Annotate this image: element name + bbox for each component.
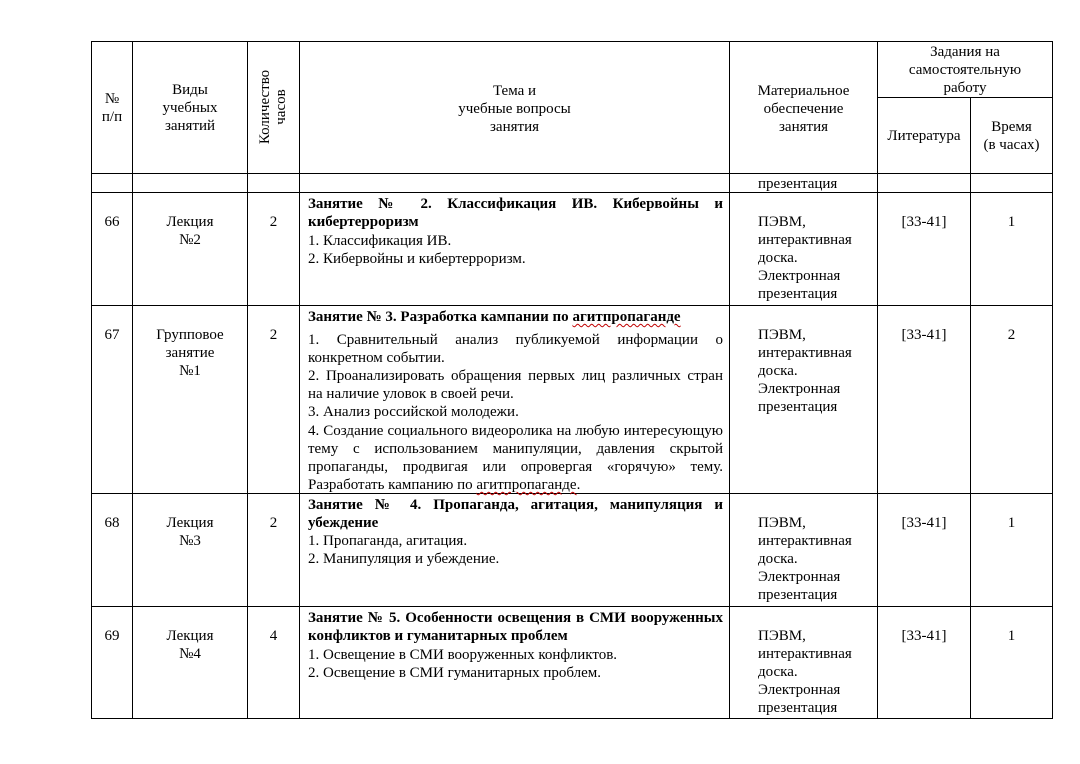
row-67-hours: 2 <box>269 327 278 343</box>
col-border <box>132 41 133 719</box>
row-66-item: 1. Классификация ИВ. <box>308 233 452 249</box>
header-hours <box>257 57 289 157</box>
row-border <box>91 606 1053 607</box>
header-bottom-border <box>91 173 1053 174</box>
header-topic: Тема и учебные вопросы занятия <box>458 83 571 135</box>
col-border <box>729 41 730 719</box>
row-69-item: 2. Освещение в СМИ гуманитарных проблем. <box>308 665 602 681</box>
row-66-item: 2. Кибервойны и кибертерроризм. <box>308 251 526 267</box>
row-68-hours: 2 <box>269 515 278 531</box>
row-67-item: 3. Анализ российской молодежи. <box>308 404 519 420</box>
row-69-time: 1 <box>1007 628 1016 644</box>
table-border-bottom <box>91 718 1053 719</box>
row-69-kind: Лекция №4 <box>166 628 214 662</box>
col-border <box>91 41 92 719</box>
row-67-time: 2 <box>1007 327 1016 343</box>
row-69-num: 69 <box>104 628 120 644</box>
table-border-top <box>91 41 1053 42</box>
row-69-hours: 4 <box>269 628 278 644</box>
row-69-title-text: Занятие № 5. Особенности освещения в СМИ вооруженных конфликтов и гуманитарных проблем <box>308 610 723 644</box>
col-border <box>247 41 248 719</box>
row-66-hours: 2 <box>269 214 278 230</box>
row-68-literature: [33-41] <box>901 515 947 531</box>
header-time: Время (в часах) <box>983 119 1040 153</box>
row-69-literature: [33-41] <box>901 628 947 644</box>
row-border <box>91 192 1053 193</box>
row-68-item: 1. Пропаганда, агитация. <box>308 533 468 549</box>
row-68-kind: Лекция №3 <box>166 515 214 549</box>
header-hours-text: Количество часов <box>257 69 289 145</box>
row-66-literature: [33-41] <box>901 214 947 230</box>
header-literature: Литература <box>887 128 961 144</box>
row-67-item: 2. Проанализировать обращения первых лиц различных стран на наличие уловок в своей речи. <box>308 368 723 402</box>
header-kind: Виды учебных занятий <box>162 82 218 134</box>
row-69-material: ПЭВМ, интерактивная доска. Электронная презентация <box>758 628 852 716</box>
row-66-time: 1 <box>1007 214 1016 230</box>
row-67-item: 1. Сравнительный анализ публикуемой информации о конкретном событии. <box>308 332 723 366</box>
row-68-item: 2. Манипуляция и убеждение. <box>308 551 500 567</box>
row-66-kind: Лекция №2 <box>166 214 214 248</box>
row-68-title <box>308 496 723 532</box>
row-69-item: 1. Освещение в СМИ вооруженных конфликтов. <box>308 647 618 663</box>
header-material: Материальное обеспечение занятия <box>757 83 850 135</box>
row-67-kind: Групповое занятие №1 <box>156 327 224 379</box>
row-68-title-text: Занятие № 4. Пропаганда, агитация, манипуляция и убеждение <box>308 497 723 531</box>
row-69-title <box>308 609 723 645</box>
row-66-title <box>308 195 723 231</box>
row-68-num: 68 <box>104 515 120 531</box>
header-num: № п/п <box>101 91 123 125</box>
row-66-material: ПЭВМ, интерактивная доска. Электронная презентация <box>758 214 852 302</box>
spellcheck-flagged-word: агитпропаганде <box>572 309 681 325</box>
row-border <box>91 305 1053 306</box>
row-67-material: ПЭВМ, интерактивная доска. Электронная презентация <box>758 327 852 415</box>
row-67-literature: [33-41] <box>901 327 947 343</box>
col-border <box>970 97 971 719</box>
row-67-num: 67 <box>104 327 120 343</box>
header-selfwork-divider <box>877 97 1053 98</box>
row-68-material: ПЭВМ, интерактивная доска. Электронная презентация <box>758 515 852 603</box>
row-66-title-text: Занятие № 2. Классификация ИВ. Кибервойны и кибертерроризм <box>308 196 723 230</box>
col-border <box>1052 41 1053 719</box>
spellcheck-flagged-word: агитпропаганде <box>476 477 577 493</box>
row-66-num: 66 <box>104 214 120 230</box>
carry-over-material: презентация <box>758 176 838 192</box>
header-selfwork: Задания на самостоятельную работу <box>908 44 1022 96</box>
row-67-title: Занятие № 3. Разработка кампании по агитпропаганде <box>308 309 681 325</box>
row-68-time: 1 <box>1007 515 1016 531</box>
row-67-item: 4. Создание социального видеоролика на любую интересующую тему с использованием манипуляции, давления скрытой пропаганды, продвигая или опровергая «горячую» тему. Разработать кампанию по агитпропаганде. <box>308 423 723 493</box>
col-border <box>299 41 300 719</box>
